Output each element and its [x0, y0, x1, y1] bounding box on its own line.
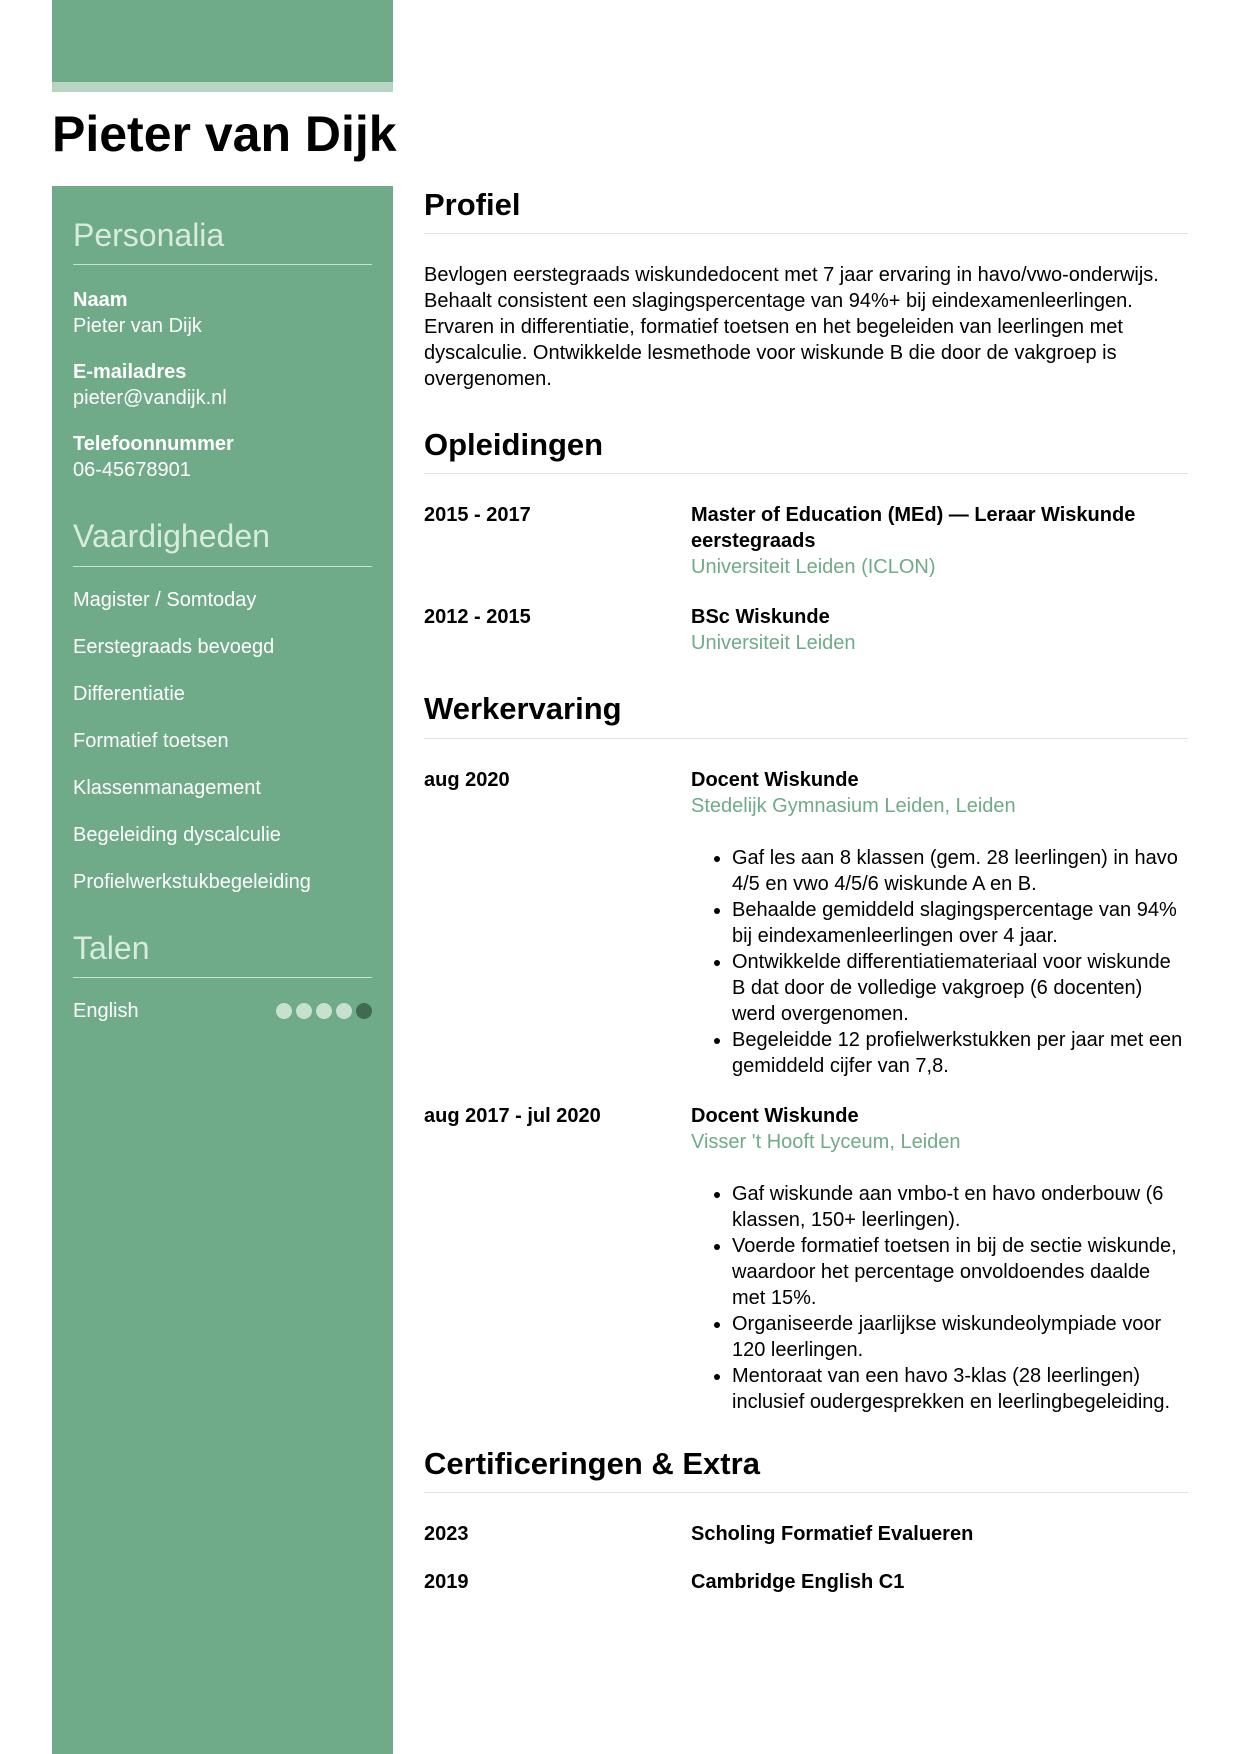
job-bullets [691, 1181, 1188, 1415]
personalia-heading: Personalia [73, 216, 372, 265]
header-accent-bar [52, 0, 393, 82]
job-title: Docent Wiskunde [691, 1104, 859, 1127]
languages-section [73, 929, 372, 1024]
candidate-name: Pieter van Dijk [52, 106, 397, 162]
skills-heading: Vaardigheden [73, 517, 372, 566]
experience-section [424, 690, 1188, 1414]
skills-section [73, 517, 372, 894]
profile-text: Bevlogen eerstegraads wiskundedocent met 7 jaar ervaring in havo/vwo-onderwijs. Behaalt consistent een slagingspercentage van 94%+ bij eindexamenleerlingen. Ervaren in differentiatie, formatief toetsen en het begeleiden van leerlingen met dyscalculie. Ontwikkelde lesmethode voor wiskunde B die door de vakgroep is overgenomen. [424, 264, 1159, 391]
job-bullet: • Ontwikkelde differentiatiemateriaal voor wiskunde B dat door de volledige vakgroep (6 docenten) werd overgenomen. [732, 949, 1188, 1027]
education-item [424, 604, 1188, 656]
personal-label: Naam [73, 289, 128, 312]
job-title: Docent Wiskunde [691, 768, 859, 791]
certification-item [424, 1521, 1188, 1547]
sidebar [52, 186, 393, 1754]
education-institution: Universiteit Leiden (ICLON) [691, 556, 936, 579]
language-level-dots [276, 1003, 372, 1019]
main-content [424, 186, 1188, 1621]
personal-item-name [73, 287, 372, 339]
experience-heading: Werkervaring [424, 690, 1188, 738]
education-heading: Opleidingen [424, 426, 1188, 474]
job-bullet: • Mentoraat van een havo 3-klas (28 leerlingen) inclusief oudergesprekken en leerlingbegeleiding. [732, 1363, 1188, 1415]
level-dot [276, 1003, 292, 1019]
skills-list [73, 587, 372, 895]
personal-item-phone [73, 431, 372, 483]
employer: Visser 't Hooft Lyceum, Leiden [691, 1130, 961, 1153]
job-bullet: • Voerde formatief toetsen in bij de sectie wiskunde, waardoor het percentage onvoldoendes daalde met 15%. [732, 1233, 1188, 1311]
experience-dates: aug 2017 - jul 2020 [424, 1104, 601, 1127]
education-title: Master of Education (MEd) — Leraar Wiskunde eerstegraads [691, 504, 1136, 553]
skill-item: Magister / Somtoday [73, 588, 257, 611]
personal-value: 06-45678901 [73, 459, 191, 482]
level-dot [336, 1003, 352, 1019]
skill-item: Klassenmanagement [73, 776, 261, 799]
header-accent-strip [52, 82, 393, 92]
level-dot [316, 1003, 332, 1019]
skill-item: Formatief toetsen [73, 729, 229, 752]
education-institution: Universiteit Leiden [691, 632, 856, 655]
experience-item [424, 767, 1188, 1079]
education-section [424, 426, 1188, 656]
profile-heading: Profiel [424, 186, 1188, 234]
certification-item [424, 1569, 1188, 1595]
certification-title: Scholing Formatief Evalueren [691, 1522, 974, 1545]
job-bullet: • Gaf wiskunde aan vmbo-t en havo onderbouw (6 klassen, 150+ leerlingen). [732, 1181, 1188, 1233]
certifications-section [424, 1445, 1188, 1595]
job-bullets [691, 845, 1188, 1079]
level-dot [296, 1003, 312, 1019]
language-item [73, 998, 372, 1024]
experience-dates: aug 2020 [424, 768, 510, 791]
job-bullet: • Begeleidde 12 profielwerkstukken per jaar met een gemiddeld cijfer van 7,8. [732, 1027, 1188, 1079]
skill-item: Begeleiding dyscalculie [73, 823, 281, 846]
personalia-section [73, 216, 372, 483]
personal-label: Telefoonnummer [73, 433, 234, 456]
job-bullet: • Behaalde gemiddeld slagingspercentage van 94% bij eindexamenleerlingen over 4 jaar. [732, 897, 1188, 949]
job-bullet: • Organiseerde jaarlijkse wiskundeolympiade voor 120 leerlingen. [732, 1311, 1188, 1363]
education-dates: 2012 - 2015 [424, 606, 531, 629]
skill-item: Eerstegraads bevoegd [73, 635, 275, 658]
personal-label: E-mailadres [73, 361, 187, 384]
certification-year: 2019 [424, 1570, 469, 1593]
education-title: BSc Wiskunde [691, 606, 830, 629]
experience-item [424, 1103, 1188, 1415]
certification-title: Cambridge English C1 [691, 1570, 905, 1593]
language-name: English [73, 1000, 139, 1023]
job-bullet: • Gaf les aan 8 klassen (gem. 28 leerlingen) in havo 4/5 en vwo 4/5/6 wiskunde A en B. [732, 845, 1188, 897]
level-dot [356, 1003, 372, 1019]
skill-item: Profielwerkstukbegeleiding [73, 870, 311, 893]
profile-section [424, 186, 1188, 392]
languages-heading: Talen [73, 929, 372, 978]
personal-value: pieter@vandijk.nl [73, 387, 227, 410]
education-item [424, 502, 1188, 580]
personal-item-email [73, 359, 372, 411]
employer: Stedelijk Gymnasium Leiden, Leiden [691, 794, 1016, 817]
personal-value: Pieter van Dijk [73, 315, 202, 338]
certifications-heading: Certificeringen & Extra [424, 1445, 1188, 1493]
certification-year: 2023 [424, 1522, 469, 1545]
skill-item: Differentiatie [73, 682, 185, 705]
education-dates: 2015 - 2017 [424, 504, 531, 527]
